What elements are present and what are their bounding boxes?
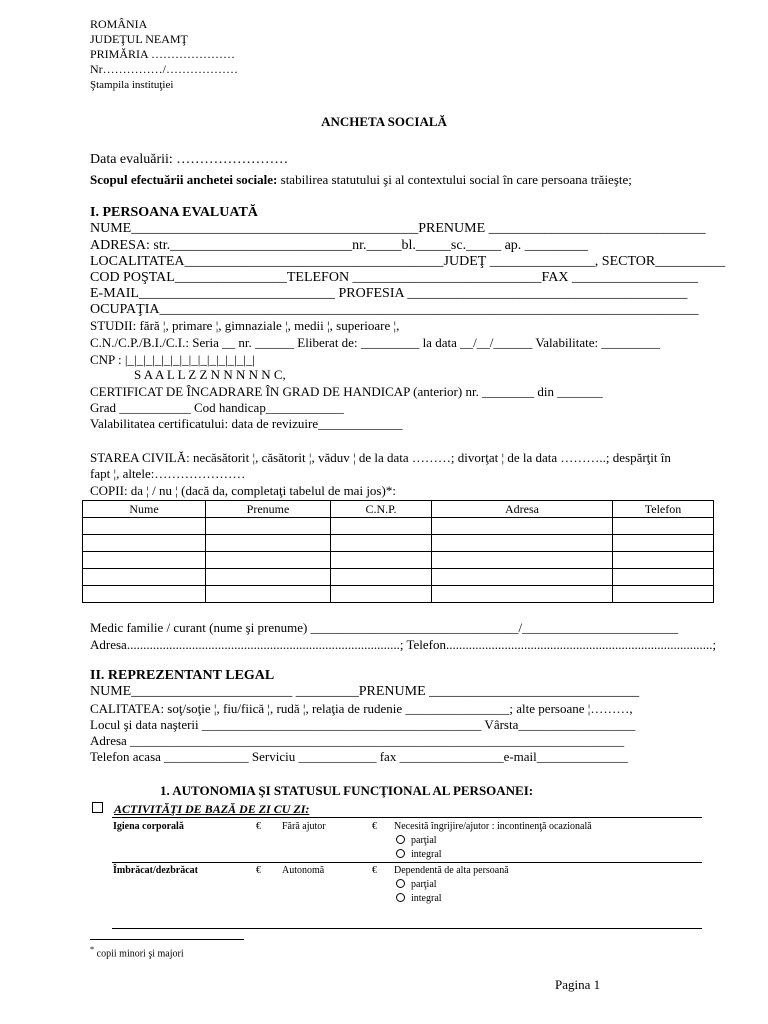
page-title: ANCHETA SOCIALĂ (321, 114, 447, 129)
table-cell[interactable] (331, 569, 432, 586)
table-row (83, 569, 714, 586)
table-cell[interactable] (83, 518, 206, 535)
adl-label-dressing: Îmbrăcat/dezbrăcat (113, 865, 198, 876)
adl-opt1-dressing: Autonomă (282, 865, 325, 876)
table-cell[interactable] (613, 569, 714, 586)
sub-option-integral[interactable] (396, 849, 442, 860)
section2-heading: II. REPREZENTANT LEGAL (90, 668, 275, 683)
sub-option-label: parţial (411, 835, 437, 846)
table-row (83, 518, 714, 535)
table-cell[interactable] (432, 518, 613, 535)
field-doctor: Medic familie / curant (nume şi prenume) ________________________________/________________________ (90, 620, 679, 635)
footnote-text: copii minori şi majori (96, 948, 184, 960)
divider (112, 928, 702, 929)
table-cell[interactable] (206, 535, 331, 552)
divider (112, 817, 702, 818)
field-civil-status-2: fapt ¦, altele:………………… (90, 466, 246, 481)
header-country: ROMÂNIA (90, 17, 148, 31)
header-stamp: Ştampila instituţiei (90, 79, 174, 91)
footnote-mark: * (90, 945, 95, 954)
scope-line (90, 172, 632, 188)
col-header-prenume: Prenume (206, 501, 331, 518)
table-cell[interactable] (206, 518, 331, 535)
header-townhall: PRIMĂRIA ………………… (90, 47, 236, 61)
table-cell[interactable] (432, 569, 613, 586)
field-civil-status: STAREA CIVILĂ: necăsătorit ¦, căsătorit ¦, văduv ¦ de la data ………; divorţat ¦ de la data ………..; despărţit în (90, 450, 671, 465)
field-doctor-address: Adresa....................................................................................; Telefon..................................................................................; (90, 637, 717, 652)
radio-icon[interactable] (396, 849, 405, 858)
field-studies: STUDII: fără ¦, primare ¦, gimnaziale ¦, medii ¦, superioare ¦, (90, 318, 400, 333)
header-county: JUDEŢUL NEAMŢ (90, 32, 188, 46)
rep-capacity: CALITATEA: soţ/soţie ¦, fiu/fiică ¦, rudă ¦, relaţia de rudenie ________________; alte persoane ¦………, (90, 701, 633, 716)
col-header-telefon: Telefon (613, 501, 714, 518)
col-header-adresa: Adresa (432, 501, 613, 518)
table-cell[interactable] (331, 535, 432, 552)
field-validity: Valabilitatea certificatului: data de revizuire_____________ (90, 416, 403, 431)
adl-label-hygiene: Igiena corporală (113, 821, 184, 832)
table-header-row (83, 501, 714, 518)
sub-option-integral[interactable] (396, 893, 442, 904)
table-cell[interactable] (432, 535, 613, 552)
euro-bullet-icon[interactable]: € (372, 865, 377, 876)
table-cell[interactable] (206, 552, 331, 569)
sub-option-label: integral (411, 849, 442, 860)
table-row (83, 552, 714, 569)
sub-option-label: integral (411, 893, 442, 904)
table-cell[interactable] (83, 586, 206, 603)
sub-option-label: parţial (411, 879, 437, 890)
col-header-nume: Nume (83, 501, 206, 518)
children-table (82, 500, 714, 603)
col-header-cnp: C.N.P. (331, 501, 432, 518)
header-number: Nr……………/……………… (90, 62, 238, 76)
field-occupation: OCUPAŢIA_____________________________________________________________________________ (90, 302, 699, 317)
section3-heading: 1. AUTONOMIA ŞI STATUSUL FUNCŢIONAL AL PERSOANEI: (160, 783, 534, 798)
radio-icon[interactable] (396, 879, 405, 888)
table-cell[interactable] (613, 552, 714, 569)
divider (112, 862, 702, 863)
field-grade: Grad ___________ Cod handicap____________ (90, 400, 344, 415)
rep-phone: Telefon acasa _____________ Serviciu ____________ fax ________________e-mail______________ (90, 749, 628, 764)
field-postal: COD POŞTAL________________TELEFON ___________________________FAX __________________ (90, 270, 699, 285)
table-cell[interactable] (432, 586, 613, 603)
euro-bullet-icon[interactable]: € (256, 821, 261, 832)
table-cell[interactable] (83, 552, 206, 569)
radio-icon[interactable] (396, 893, 405, 902)
table-cell[interactable] (331, 518, 432, 535)
table-cell[interactable] (331, 586, 432, 603)
table-cell[interactable] (613, 535, 714, 552)
adl-opt2-hygiene: Necesită îngrijire/ajutor : incontinenţă ocazională (394, 821, 592, 832)
footnote-separator (90, 939, 244, 940)
field-id-doc: C.N./C.P./B.I./C.I.: Seria __ nr. ______ Eliberat de: _________ la data __/__/______ Valabilitate: _________ (90, 335, 660, 350)
cnp-key: S A A L L Z Z N N N N N C, (134, 367, 286, 382)
field-address: ADRESA: str.__________________________nr._____bl._____sc._____ ap. _________ (90, 238, 588, 253)
adl-opt2-dressing: Dependentă de alta persoană (394, 865, 509, 876)
table-cell[interactable] (613, 586, 714, 603)
table-cell[interactable] (331, 552, 432, 569)
section3-sub (92, 802, 309, 817)
table-row (83, 586, 714, 603)
table-row (83, 535, 714, 552)
eval-date: Data evaluării: …………………… (90, 152, 289, 167)
radio-icon[interactable] (396, 835, 405, 844)
rep-birth: Locul şi data naşterii ___________________________________________ Vârsta__________________ (90, 717, 636, 732)
page-number: Pagina 1 (555, 977, 601, 992)
scope-label: Scopul efectuării anchetei sociale: (90, 172, 278, 187)
table-cell[interactable] (432, 552, 613, 569)
table-cell[interactable] (206, 586, 331, 603)
rep-name: NUME_______________________ _________PRENUME ______________________________ (90, 684, 640, 699)
table-cell[interactable] (206, 569, 331, 586)
euro-bullet-icon[interactable]: € (372, 821, 377, 832)
field-locality: LOCALITATEA_____________________________________JUDEŢ _______________, SECTOR__________ (90, 254, 726, 269)
section1-heading: I. PERSOANA EVALUATĂ (90, 205, 258, 220)
field-certificate: CERTIFICAT DE ÎNCADRARE ÎN GRAD DE HANDICAP (anterior) nr. ________ din _______ (90, 384, 603, 399)
table-cell[interactable] (613, 518, 714, 535)
field-children: COPII: da ¦ / nu ¦ (dacă da, completaţi tabelul de mai jos)*: (90, 483, 396, 498)
scope-text: stabilirea statutului şi al contextului social în care persoana trăieşte; (280, 172, 632, 187)
field-email: E-MAIL____________________________ PROFESIA ________________________________________ (90, 286, 688, 301)
table-cell[interactable] (83, 535, 206, 552)
field-name: NUME_________________________________________PRENUME _______________________________ (90, 221, 706, 236)
sub-option-partial[interactable] (396, 835, 437, 846)
rep-address: Adresa ____________________________________________________________________________ (90, 733, 625, 748)
table-cell[interactable] (83, 569, 206, 586)
checkbox-icon[interactable] (92, 802, 103, 813)
sub-option-partial[interactable] (396, 879, 437, 890)
footnote (90, 945, 184, 959)
section3-sub-label: ACTIVITĂŢI DE BAZĂ DE ZI CU ZI: (114, 802, 310, 816)
euro-bullet-icon[interactable]: € (256, 865, 261, 876)
field-cnp: CNP : |_|_|_|_|_|_|_|_|_|_|_|_|_|_| (90, 352, 255, 367)
adl-opt1-hygiene: Fără ajutor (282, 821, 326, 832)
